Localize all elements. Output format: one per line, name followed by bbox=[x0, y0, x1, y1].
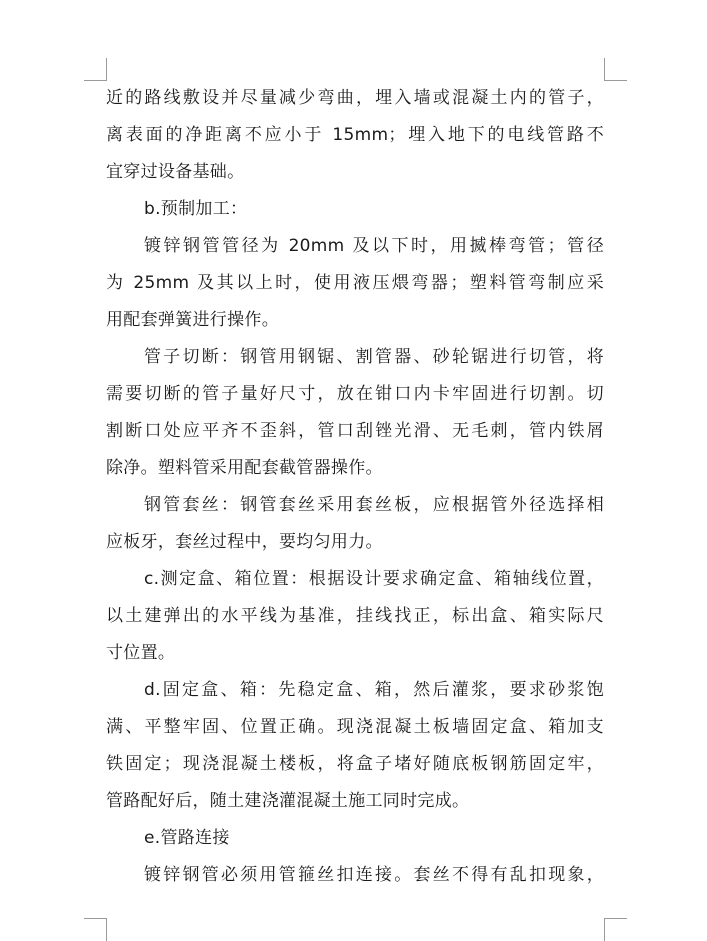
crop-mark-top-right bbox=[604, 58, 627, 81]
text-line: 镀锌钢管必须用管箍丝扣连接。套丝不得有乱扣现象， bbox=[144, 865, 604, 885]
text-line: 镀锌钢管管径为 20mm 及以下时，用揻棒弯管；管径 bbox=[144, 236, 604, 256]
text-line: 寸位置。 bbox=[106, 643, 176, 663]
text-line: 应板牙，套丝过程中，要均匀用力。 bbox=[106, 532, 383, 552]
text-line: 管路配好后，随土建浇灌混凝土施工同时完成。 bbox=[106, 791, 470, 811]
text-line: 离表面的净距离不应小于 15mm；埋入地下的电线管路不 bbox=[106, 125, 604, 145]
section-heading: c.测定盒、箱位置：根据设计要求确定盒、箱轴线位置， bbox=[144, 569, 604, 589]
text-line: 近的路线敷设并尽量减少弯曲，埋入墙或混凝土内的管子， bbox=[106, 88, 604, 108]
crop-mark-bottom-left bbox=[84, 918, 107, 941]
text-line: 铁固定；现浇混凝土楼板，将盒子堵好随底板钢筋固定牢， bbox=[106, 754, 604, 774]
crop-mark-bottom-right bbox=[604, 918, 627, 941]
text-line: 需要切断的管子量好尺寸，放在钳口内卡牢固进行切割。切 bbox=[106, 384, 604, 404]
text-line: 除净。塑料管采用配套截管器操作。 bbox=[106, 458, 383, 478]
text-line: 管子切断：钢管用钢锯、割管器、砂轮锯进行切管，将 bbox=[144, 347, 604, 367]
text-line: 用配套弹簧进行操作。 bbox=[106, 310, 279, 330]
text-line: 满、平整牢固、位置正确。现浇混凝土板墙固定盒、箱加支 bbox=[106, 717, 604, 737]
text-line: 钢管套丝：钢管套丝采用套丝板，应根据管外径选择相 bbox=[144, 495, 604, 515]
text-line: 为 25mm 及其以上时，使用液压煨弯器；塑料管弯制应采 bbox=[106, 273, 604, 293]
text-line: 割断口处应平齐不歪斜，管口刮锉光滑、无毛刺，管内铁屑 bbox=[106, 421, 604, 441]
document-body bbox=[106, 80, 604, 894]
section-heading: e.管路连接 bbox=[144, 828, 230, 848]
text-line: 以土建弹出的水平线为基准，挂线找正，标出盒、箱实际尺 bbox=[106, 606, 604, 626]
section-heading: d.固定盒、箱：先稳定盒、箱，然后灌浆，要求砂浆饱 bbox=[144, 680, 604, 700]
text-line: 宜穿过设备基础。 bbox=[106, 162, 245, 182]
crop-mark-top-left bbox=[84, 58, 107, 81]
section-heading: b.预制加工： bbox=[144, 199, 248, 219]
